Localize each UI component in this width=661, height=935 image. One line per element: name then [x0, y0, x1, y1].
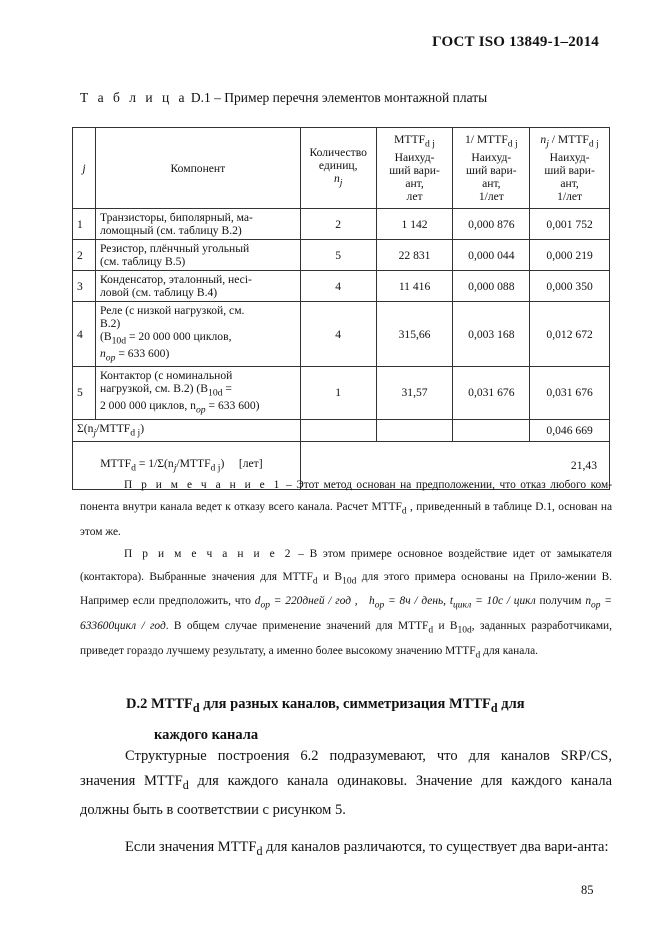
table-caption [80, 90, 487, 106]
table-caption-prefix: Т а б л и ц а [80, 90, 188, 105]
cell-inverse: 0,031 676 [453, 367, 530, 419]
cell-nj: 0,000 219 [530, 240, 610, 271]
cell-mttf: 315,66 [376, 302, 453, 367]
sum-empty-cell [300, 419, 376, 441]
cell-quantity: 4 [300, 271, 376, 302]
body-paragraph: Структурные построения 6.2 подразумевают, что для каналов SRP/CS, значения $MTTF_d$ для каждого канала одинаковы. Значение для каждого канала должны быть в соответствии с рисунком 5. [80, 748, 613, 818]
table-row [73, 271, 610, 302]
sum-label: $\Sigma(n_j/MTTF_{d j})$ [73, 419, 301, 441]
standard-header: ГОСТ ISO 13849-1–2014 [432, 34, 599, 50]
header-j: j [73, 128, 96, 209]
note-1: П р и м е ч а н и е 1 – Этот метод основан на предположении, что отказ любого ком-понента внутри канала ведет к отказу всего канала. Расчет $MTTF_d$ , приведенный в таблице D.1, основан на этом же. [80, 479, 613, 539]
section-heading-line2: каждого канала [154, 726, 259, 743]
cell-inverse: 0,000 088 [453, 271, 530, 302]
header-quantity: Количество единиц, $n_j$ [300, 128, 376, 209]
cell-inverse: 0,000 876 [453, 209, 530, 240]
cell-nj: 0,001 752 [530, 209, 610, 240]
body-text [80, 744, 612, 864]
cell-quantity: 2 [300, 209, 376, 240]
header-nj-over-mttf: $n_j$ / $MTTF_{d j}$ Наихуд- ший вари- ант, 1/лет [530, 128, 610, 209]
page-number: 85 [581, 883, 594, 897]
sum-empty-cell [376, 419, 453, 441]
sum-empty-cell [453, 419, 530, 441]
table-row [73, 209, 610, 240]
table-header-row [73, 128, 610, 209]
cell-nj: 0,000 350 [530, 271, 610, 302]
table-caption-text: D.1 – Пример перечня элементов монтажной платы [187, 90, 488, 105]
cell-quantity: 1 [300, 367, 376, 419]
sum-value: 0,046 669 [530, 419, 610, 441]
cell-mttf: 22 831 [376, 240, 453, 271]
cell-component: Реле (с низкой нагрузкой, см. В.2) ($B_{10d} = 20$ 000 000 циклов, $n_{op} = 633$ 600) [95, 302, 300, 367]
table-row [73, 240, 610, 271]
cell-j: 3 [73, 271, 96, 302]
cell-mttf: 11 416 [376, 271, 453, 302]
section-heading-line1: D.2 $MTTF_d$ для разных каналов, симметризация $MTTF_d$ для [126, 696, 525, 715]
cell-j: 5 [73, 367, 96, 419]
cell-mttf: 1 142 [376, 209, 453, 240]
table-row [73, 367, 610, 419]
table-row [73, 302, 610, 367]
notes-block [80, 474, 612, 665]
cell-quantity: 4 [300, 302, 376, 367]
header-component: Компонент [95, 128, 300, 209]
cell-component: Транзисторы, биполярный, ма- ломощный (см. таблицу В.2) [95, 209, 300, 240]
cell-mttf: 31,57 [376, 367, 453, 419]
cell-component: Контактор (с номинальной нагрузкой, см. В.2) ($B_{10d}$ = 2 000 000 циклов, $n_{op} = 633$ 600) [95, 367, 300, 419]
total-label: $MTTF_d$ = $1/\Sigma(n_j/MTTF_{d j})$ [лет] [73, 441, 301, 489]
cell-component: Конденсатор, эталонный, несi- ловой (см. таблицу В.4) [95, 271, 300, 302]
cell-j: 2 [73, 240, 96, 271]
header-inverse-mttf: 1/ $MTTF_{d j}$ Наихуд- ший вари- ант, 1/лет [453, 128, 530, 209]
header-mttf: $MTTF_{d j}$ Наихуд- ший вари- ант, лет [376, 128, 453, 209]
cell-nj: 0,031 676 [530, 367, 610, 419]
cell-quantity: 5 [300, 240, 376, 271]
cell-j: 4 [73, 302, 96, 367]
note-2: П р и м е ч а н и е 2 – В этом примере основное воздействие идет от замыкателя (контактора). Выбранные значения для $MTTF_d$ и $B_{10d}$ для этого примера основаны на Прило-жении В. Например если предположить, что $d_{op}$ = 220дней / год , $h_{op} = 8ч$ / день, $t_{цикл} = 10с$ / цикл получим $n_{op}$ = 633600цикл / год. В общем случае применение значений для $MTTF_d$ и $B_{10d}$, заданных разработчиками, приведет гораздо лучшему результату, а именно более высокому значению $MTTF_d$ для канала. [80, 548, 613, 661]
section-heading [126, 691, 606, 749]
cell-inverse: 0,003 168 [453, 302, 530, 367]
total-value: 21,43 [300, 441, 609, 489]
cell-inverse: 0,000 044 [453, 240, 530, 271]
components-table [72, 127, 610, 490]
cell-component: Резистор, плёнчный угольный (см. таблицу В.5) [95, 240, 300, 271]
cell-nj: 0,012 672 [530, 302, 610, 367]
body-paragraph: Если значения $MTTF_d$ для каналов различаются, то существует два вари-анта: [125, 838, 609, 858]
cell-j: 1 [73, 209, 96, 240]
sum-row [73, 419, 610, 441]
